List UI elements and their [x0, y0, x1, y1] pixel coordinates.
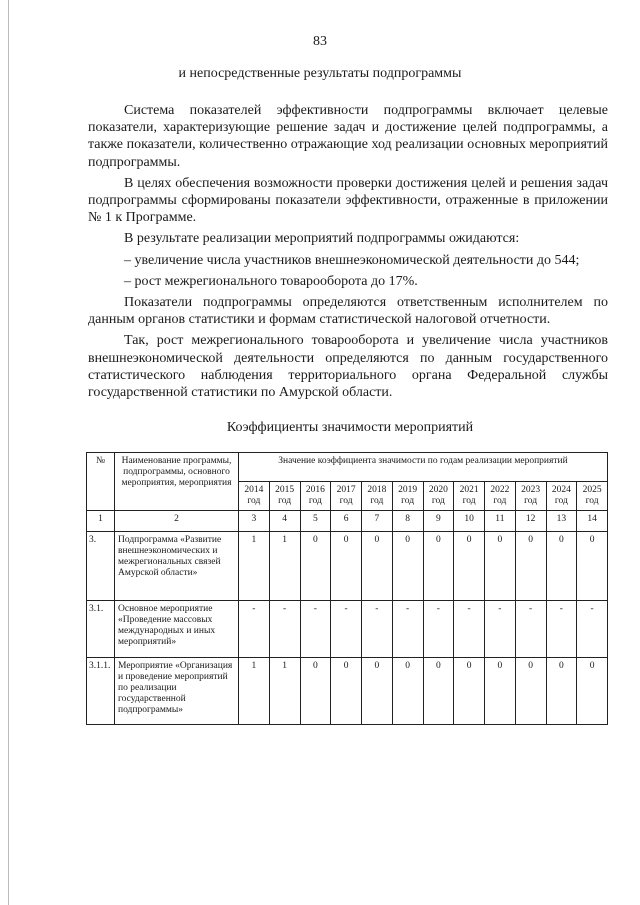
row-value: 0 [515, 532, 546, 601]
row-value: - [577, 601, 608, 658]
column-number: 2 [115, 511, 239, 532]
column-number: 5 [300, 511, 331, 532]
row-value: 0 [392, 532, 423, 601]
year-header: 2025 год [577, 482, 608, 511]
paragraph: В целях обеспечения возможности проверки достижения целей и решения задач подпрограммы сформированы показатели эффективности, отраженные в приложении № 1 к Программе. [88, 175, 608, 226]
row-value: 0 [300, 658, 331, 725]
column-number: 10 [454, 511, 485, 532]
column-number: 12 [515, 511, 546, 532]
column-number: 13 [546, 511, 577, 532]
row-number: 3.1. [87, 601, 115, 658]
section-heading: и непосредственные результаты подпрограммы [178, 66, 462, 81]
year-header: 2014 год [239, 482, 270, 511]
row-value: 0 [331, 658, 362, 725]
page-number: 83 [313, 34, 327, 49]
row-value: - [485, 601, 516, 658]
year-header: 2017 год [331, 482, 362, 511]
row-value: 0 [546, 658, 577, 725]
row-value: 0 [454, 658, 485, 725]
row-value: 0 [546, 532, 577, 601]
row-value: - [392, 601, 423, 658]
row-value: 0 [392, 658, 423, 725]
row-value: 0 [454, 532, 485, 601]
column-number: 6 [331, 511, 362, 532]
row-value: - [423, 601, 454, 658]
row-value: 1 [269, 532, 300, 601]
row-value: 0 [485, 658, 516, 725]
row-value: 0 [362, 658, 393, 725]
row-value: - [362, 601, 393, 658]
row-value: 0 [300, 532, 331, 601]
row-value: - [546, 601, 577, 658]
row-value: 0 [577, 532, 608, 601]
paragraph: – рост межрегионального товарооборота до 17%. [124, 273, 418, 289]
row-value: - [331, 601, 362, 658]
row-value: 1 [239, 532, 270, 601]
paragraph: Показатели подпрограммы определяются ответственным исполнителем по данным органов статистики и формам статистической налоговой отчетности. [88, 295, 608, 328]
year-header: 2016 год [300, 482, 331, 511]
row-value: 0 [331, 532, 362, 601]
row-number: 3.1.1. [87, 658, 115, 725]
header-no: № [87, 453, 115, 511]
paragraph: – увеличение числа участников внешнеэкономической деятельности до 544; [124, 252, 580, 268]
row-value: 0 [362, 532, 393, 601]
year-header: 2022 год [485, 482, 516, 511]
table-title: Коэффициенты значимости мероприятий [226, 420, 474, 435]
row-name: Мероприятие «Организация и проведение мероприятий по реализации государственной подпрограммы» [115, 658, 239, 725]
row-value: - [300, 601, 331, 658]
header-values: Значение коэффициента значимости по годам реализации мероприятий [239, 453, 608, 482]
row-value: 0 [515, 658, 546, 725]
row-value: - [454, 601, 485, 658]
row-name: Основное мероприятие «Проведение массовых международных и иных мероприятий» [115, 601, 239, 658]
row-value: - [269, 601, 300, 658]
table-row [87, 658, 608, 725]
column-number: 11 [485, 511, 516, 532]
page-edge-line [8, 0, 9, 905]
row-value: - [515, 601, 546, 658]
column-number: 3 [239, 511, 270, 532]
column-number: 1 [87, 511, 115, 532]
row-value: 1 [239, 658, 270, 725]
row-value: 0 [577, 658, 608, 725]
year-header: 2021 год [454, 482, 485, 511]
coefficients-table [86, 452, 608, 725]
year-header: 2015 год [269, 482, 300, 511]
paragraph: В результате реализации мероприятий подпрограммы ожидаются: [124, 231, 520, 247]
column-number: 4 [269, 511, 300, 532]
table-row [87, 532, 608, 601]
column-number-row [87, 511, 608, 532]
year-header: 2020 год [423, 482, 454, 511]
row-name: Подпрограмма «Развитие внешнеэкономических и межрегиональных связей Амурской области» [115, 532, 239, 601]
table-row [87, 601, 608, 658]
year-header: 2024 год [546, 482, 577, 511]
column-number: 8 [392, 511, 423, 532]
year-header: 2019 год [392, 482, 423, 511]
body-text [88, 102, 608, 405]
year-header: 2023 год [515, 482, 546, 511]
paragraph: Система показателей эффективности подпрограммы включает целевые показатели, характеризующие решение задач и достижение целей подпрограммы, а также показатели, количественно отражающие ход реализации основных мероприятий подпрограммы. [88, 103, 608, 170]
column-number: 9 [423, 511, 454, 532]
row-value: 0 [423, 532, 454, 601]
row-value: 0 [485, 532, 516, 601]
row-value: 0 [423, 658, 454, 725]
row-number: 3. [87, 532, 115, 601]
row-value: 1 [269, 658, 300, 725]
column-number: 7 [362, 511, 393, 532]
column-number: 14 [577, 511, 608, 532]
row-value: - [239, 601, 270, 658]
paragraph: Так, рост межрегионального товарооборота и увеличение числа участников внешнеэкономической деятельности определяются по данным государственного статистического наблюдения территориального органа Федеральной службы государственной статистики по Амурской области. [88, 333, 608, 401]
header-name: Наименование программы, подпрограммы, основного мероприятия, мероприятия [115, 453, 239, 511]
year-header: 2018 год [362, 482, 393, 511]
